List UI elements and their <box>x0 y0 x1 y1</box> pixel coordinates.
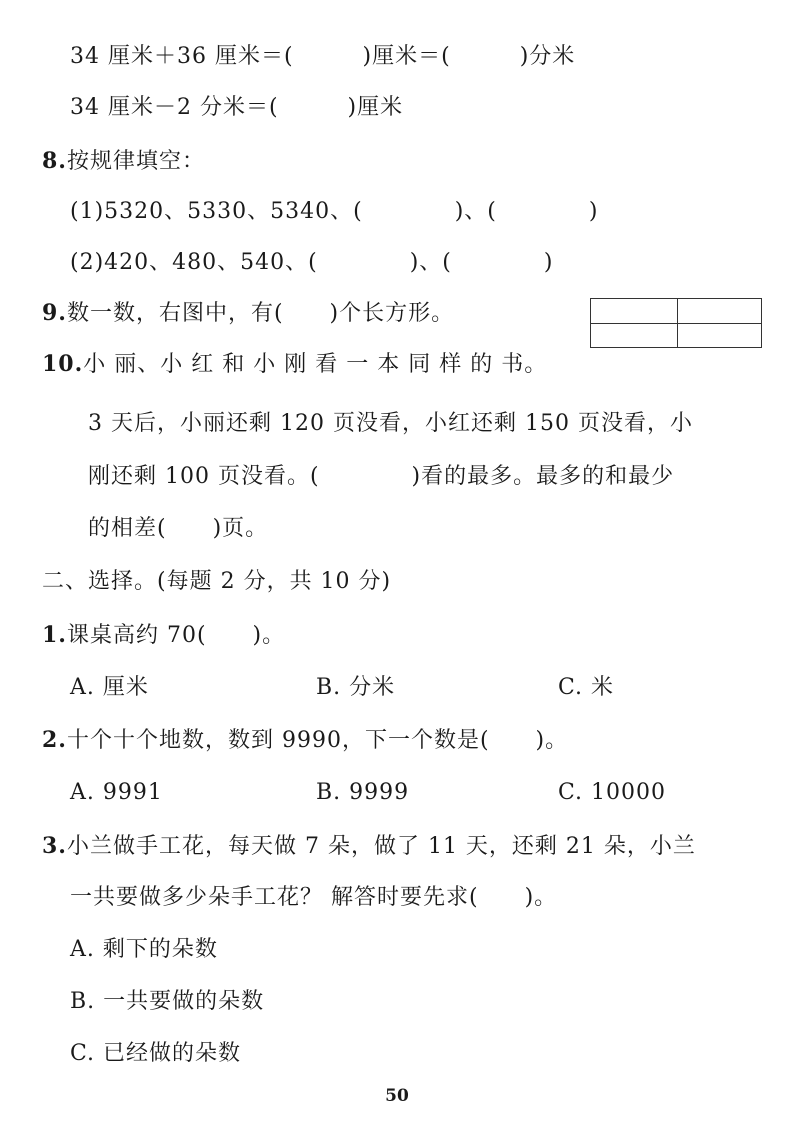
question-8-number: 8. <box>42 148 67 174</box>
choice-2-option-a: A. 9991 <box>70 780 163 805</box>
rectangle-figure <box>590 298 762 348</box>
question-10-text: 小 丽、小 红 和 小 刚 看 一 本 同 样 的 书。 <box>83 352 548 377</box>
question-9 <box>42 298 454 329</box>
question-10-line-2: 3 天后，小丽还剩 120 页没看，小红还剩 150 页没看，小 <box>88 411 693 436</box>
question-8-text: 按规律填空： <box>66 149 205 174</box>
page-number: 50 <box>385 1086 409 1106</box>
choice-1-option-a: A. 厘米 <box>70 675 149 700</box>
choice-1-option-b: B. 分米 <box>316 675 396 700</box>
question-10-line-3: 刚还剩 100 页没看。( )看的最多。最多的和最少 <box>88 464 675 489</box>
question-10-number: 10. <box>42 351 84 377</box>
choice-3 <box>42 831 696 862</box>
question-8 <box>42 146 205 177</box>
choice-2-number: 2. <box>42 727 67 753</box>
line-2: 34 厘米－2 分米＝( )厘米 <box>70 95 404 120</box>
question-10-line-4: 的相差( )页。 <box>88 516 269 541</box>
choice-1-option-c: C. 米 <box>558 675 615 700</box>
question-9-text: 数一数，右图中，有( )个长方形。 <box>66 301 455 326</box>
section-2-title: 二、选择。(每题 2 分，共 10 分) <box>42 569 392 594</box>
question-10 <box>42 349 547 380</box>
choice-1-number: 1. <box>42 622 67 648</box>
choice-2-option-c: C. 10000 <box>558 780 667 805</box>
line-1: 34 厘米＋36 厘米＝( )厘米＝( )分米 <box>70 44 576 69</box>
choice-3-option-c: C. 已经做的朵数 <box>70 1041 242 1066</box>
choice-1 <box>42 620 285 651</box>
choice-3-line-2: 一共要做多少朵手工花？ 解答时要先求( )。 <box>70 885 558 910</box>
choice-3-text: 小兰做手工花，每天做 7 朵，做了 11 天，还剩 21 朵，小兰 <box>66 834 696 859</box>
choice-3-option-b: B. 一共要做的朵数 <box>70 989 265 1014</box>
figure-horizontal-line <box>591 323 761 324</box>
choice-2-text: 十个十个地数，数到 9990，下一个数是( )。 <box>66 728 569 753</box>
choice-2 <box>42 725 568 756</box>
question-8-part-2: (2)420、480、540、( )、( ) <box>70 250 554 275</box>
question-8-part-1: (1)5320、5330、5340、( )、( ) <box>70 199 599 224</box>
question-9-number: 9. <box>42 300 67 326</box>
choice-1-text: 课桌高约 70( )。 <box>66 623 286 648</box>
choice-2-option-b: B. 9999 <box>316 780 410 805</box>
choice-3-number: 3. <box>42 833 67 859</box>
choice-3-option-a: A. 剩下的朵数 <box>70 937 218 962</box>
